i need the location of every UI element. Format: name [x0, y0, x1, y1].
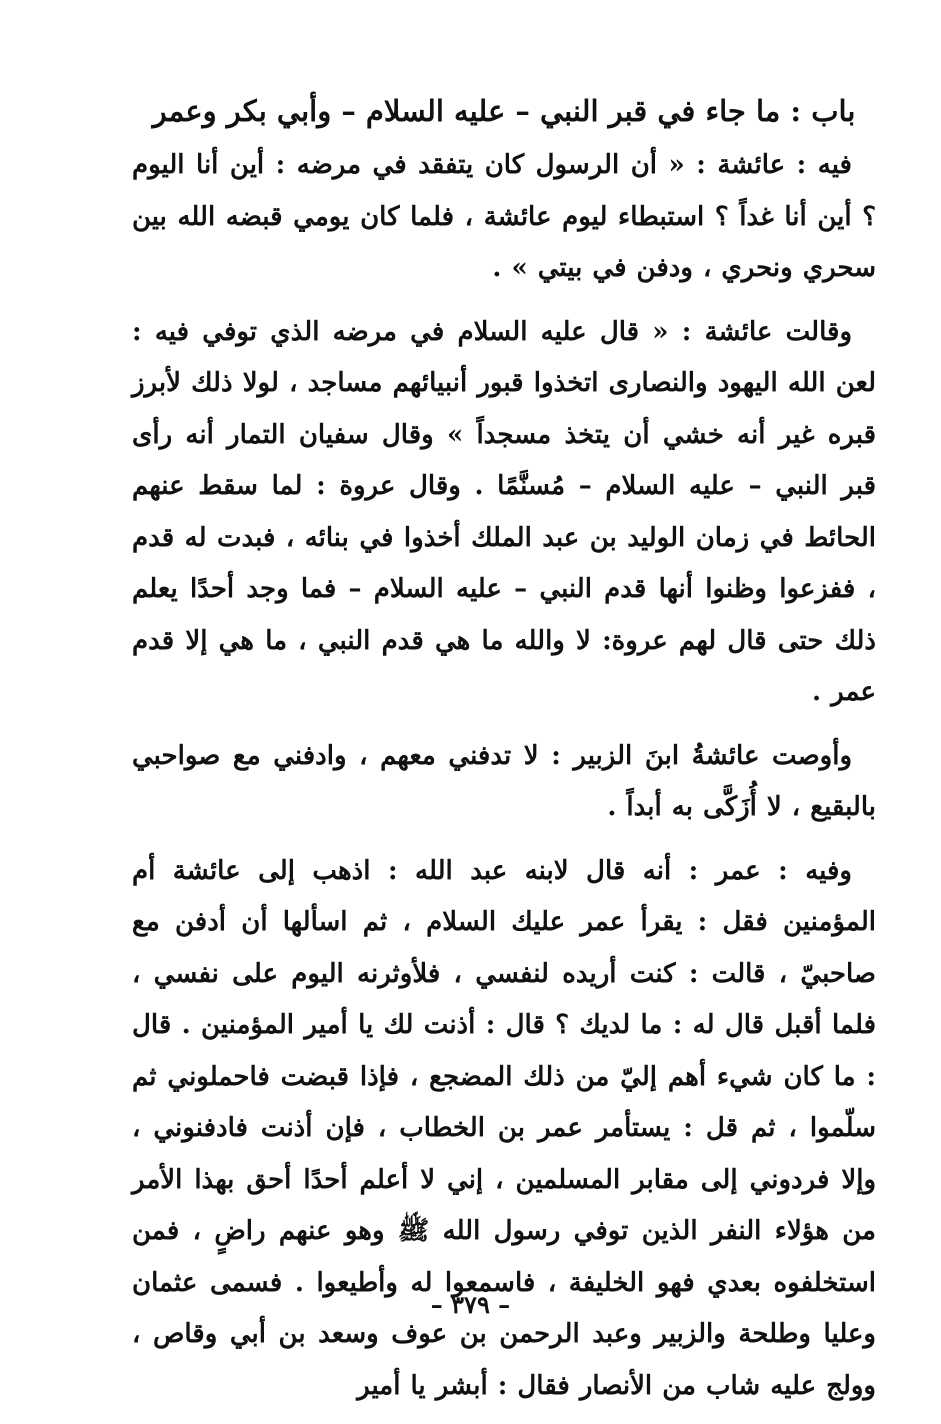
paragraph-umar-hadith: وفيه : عمر : أنه قال لابنه عبد الله : اذهب إلى عائشة أم المؤمنين فقل : يقرأ عمر عليك السلام ، ثم اسألها أن أدفن مع صاحبيّ ، قالت : كنت أريده لنفسي ، فلأوثرنه اليوم على نفسي ، فلما أقبل قال له : ما لديك ؟ قال : أذنت لك يا أمير المؤمنين . قال : ما كان شيء أهم إليّ من ذلك المضجع ، فإذا قبضت فاحملوني ثم سلّموا ، ثم قل : يستأمر عمر بن الخطاب ، فإن أذنت فادفنوني ، وإلا فردوني إلى مقابر المسلمين ، إني لا أعلم أحدًا أحق بهذا الأمر من هؤلاء النفر الذين توفي رسول الله ﷺ وهو عنهم راضٍ ، فمن استخلفوه بعدي فهو الخليفة ، فاسمعوا له وأطيعوا . فسمى عثمان وعليا وطلحة والزبير وعبد الرحمن بن عوف وسعد بن أبي وقاص ، وولج عليه شاب من الأنصار فقال : أبشر يا أمير — [132, 855, 876, 1401]
page-number: – ٣٧٩ – — [430, 1290, 511, 1319]
paragraph-aisha-saying: وقالت عائشة : « قال عليه السلام في مرضه الذي توفي فيه : لعن الله اليهود والنصارى اتخذوا قبور أنبيائهم مساجد ، لولا ذلك لأبرز قبره غير أنه خشي أن يتخذ مسجداً » وقال سفيان التمار أنه رأى قبر النبي – عليه السلام – مُسنَّمًا . وقال عروة : لما سقط عنهم الحائط في زمان الوليد بن عبد الملك أخذوا في بنائه ، فبدت له قدم ، ففزعوا وظنوا أنها قدم النبي – عليه السلام – فما وجد أحدًا يعلم ذلك حتى قال لهم عروة: لا والله ما هي قدم النبي ، ما هي إلا قدم عمر . — [132, 316, 876, 707]
paragraph-aisha-hadith: فيه : عائشة : « أن الرسول كان يتفقد في مرضه : أين أنا اليوم ؟ أين أنا غداً ؟ استبطاء ليوم عائشة ، فلما كان يومي قبضه الله بين سحري ونحري ، ودفن في بيتي » . — [132, 150, 876, 283]
chapter-heading: باب : ما جاء في قبر النبي – عليه السلام – وأبي بكر وعمر — [152, 94, 856, 128]
page-content — [132, 88, 876, 1424]
paragraph-aisha-will: وأوصت عائشةُ ابنَ الزبير : لا تدفني معهم ، وادفني مع صواحبي بالبقيع ، لا أُزَكَّى به أبداً . — [132, 740, 876, 822]
